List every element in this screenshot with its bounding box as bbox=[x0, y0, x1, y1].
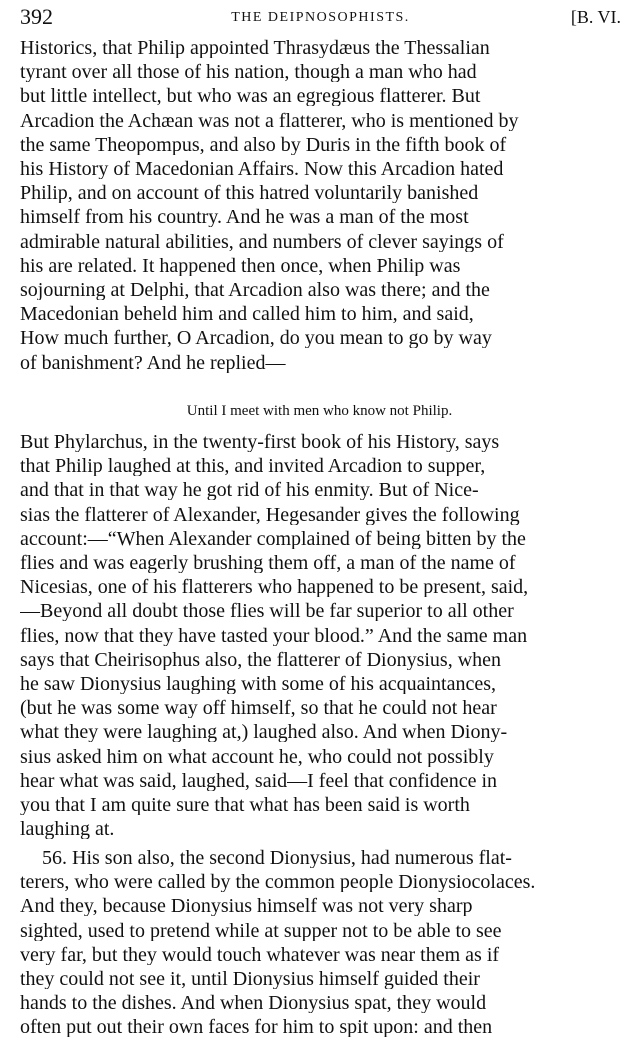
text-line: often put out their own faces for him to spit upon: and then bbox=[20, 1017, 493, 1038]
page-number: 392 bbox=[20, 4, 53, 29]
text-line: his are related. It happened then once, when Philip was bbox=[20, 255, 461, 276]
text-line: of banishment? And he replied— bbox=[20, 352, 286, 373]
text-line: Macedonian beheld him and called him to him, and said, bbox=[20, 304, 474, 325]
text-line: Philip, and on account of this hatred voluntarily banished bbox=[20, 183, 479, 204]
text-line: admirable natural abilities, and numbers of clever sayings of bbox=[20, 231, 504, 252]
text-line: (but he was some way off himself, so that he could not hear bbox=[20, 698, 497, 719]
text-line: sius asked him on what account he, who could not possibly bbox=[20, 746, 494, 767]
text-line: that Philip laughed at this, and invited Arcadion to supper, bbox=[20, 456, 486, 477]
text-line: 56. His son also, the second Dionysius, had numerous flat- bbox=[42, 848, 512, 868]
text-line: and that in that way he got rid of his enmity. But of Nice- bbox=[20, 480, 479, 501]
text-line: sojourning at Delphi, that Arcadion also was there; and the bbox=[20, 280, 490, 300]
text-line: terers, who were called by the common people Dionysiocolaces. bbox=[20, 872, 536, 893]
text-line: very far, but they would touch whatever was near them as if bbox=[20, 944, 500, 965]
text-line: Arcadion the Achæan was not a flatterer, who is mentioned by bbox=[20, 110, 519, 131]
text-line: his History of Macedonian Affairs. Now this Arcadion hated bbox=[20, 159, 504, 179]
text-line: you that I am quite sure that what has been said is worth bbox=[20, 795, 470, 815]
text-line: they could not see it, until Dionysius himself guided their bbox=[20, 969, 480, 989]
book-section: [B. VI. bbox=[570, 7, 621, 27]
text-line: sias the flatterer of Alexander, Hegesander gives the following bbox=[20, 504, 520, 525]
text-line: account:—“When Alexander complained of being bitten by the bbox=[20, 528, 526, 549]
text-line: himself from his country. And he was a man of the most bbox=[20, 207, 469, 228]
verse-quote: Until I meet with men who know not Philip. bbox=[186, 403, 453, 419]
text-line: And they, because Dionysius himself was not very sharp bbox=[20, 896, 473, 917]
text-line: Historics, that Philip appointed Thrasydæus the Thessalian bbox=[20, 38, 490, 58]
text-line: hear what was said, laughed, said—I feel that confidence in bbox=[20, 770, 498, 791]
text-line: Nicesias, one of his flatterers who happened to be present, said, bbox=[20, 577, 529, 598]
text-line: How much further, O Arcadion, do you mean to go by way bbox=[20, 328, 492, 349]
text-line: flies, now that they have tasted your blood.” And the same man bbox=[20, 625, 528, 646]
running-title: THE DEIPNOSOPHISTS. bbox=[231, 10, 410, 25]
text-line: but little intellect, but who was an egregious flatterer. But bbox=[20, 86, 481, 107]
running-header bbox=[20, 4, 621, 34]
text-line: sighted, used to pretend while at supper not to be able to see bbox=[20, 920, 502, 941]
text-line: the same Theopompus, and also by Duris in the fifth book of bbox=[20, 134, 507, 155]
text-line: —Beyond all doubt those flies will be far superior to all other bbox=[20, 601, 514, 622]
text-line: tyrant over all those of his nation, though a man who had bbox=[20, 62, 477, 83]
text-line: But Phylarchus, in the twenty-first book of his History, says bbox=[20, 432, 500, 452]
text-line: what they were laughing at,) laughed also. And when Diony- bbox=[20, 722, 508, 743]
text-line: he saw Dionysius laughing with some of his acquaintances, bbox=[20, 674, 497, 694]
text-line: says that Cheirisophus also, the flatterer of Dionysius, when bbox=[20, 649, 502, 670]
text-line: flies and was eagerly brushing them off, a man of the name of bbox=[20, 553, 516, 573]
text-line: hands to the dishes. And when Dionysius spat, they would bbox=[20, 993, 487, 1014]
text-line: laughing at. bbox=[20, 819, 115, 840]
